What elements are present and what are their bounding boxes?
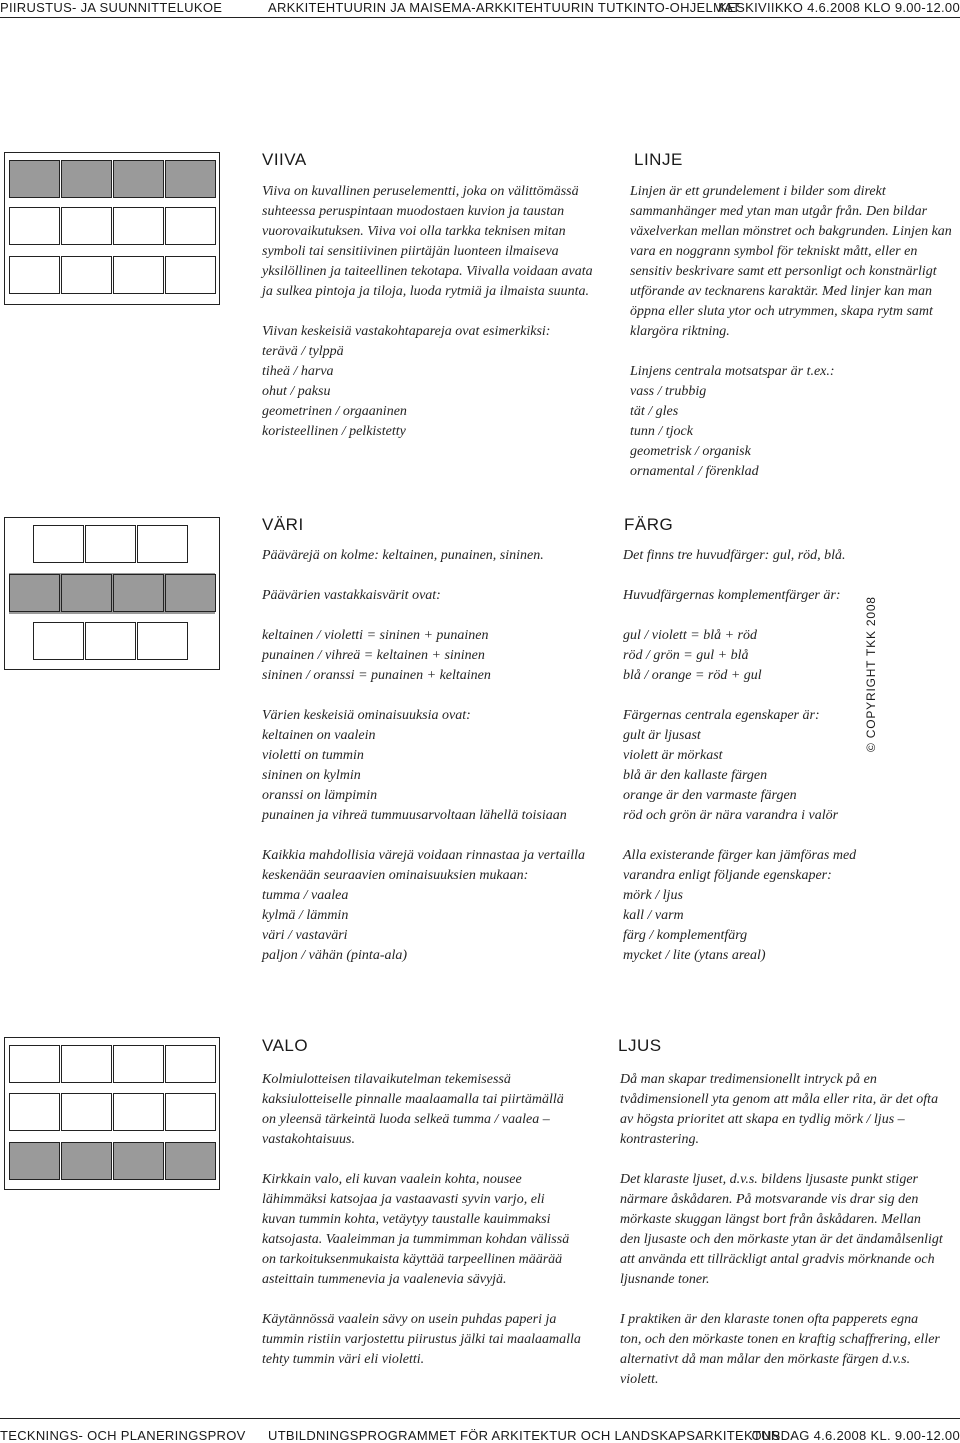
- farg-line: röd och grön är nära varandra i valör: [623, 808, 839, 823]
- linje-paragraph: Linjen är ett grundelement i bilder som direkt sammanhänger med ytan man utgår från. Den bildar växelverkan mellan mönstret och bakgrunden. Linjen kan vara en noggrann symbol för tekniskt mått, eller en sensitiv beskrivare samt ett personligt och konstnärligt utförande av tecknarens karaktär. Med linjer kan man öppna eller sluta ytor och utrymmen, skapa rytm samt klargöra riktning.: [630, 184, 952, 339]
- linje-line: geometrisk / organisk: [630, 444, 751, 459]
- farg-line: färg / komplementfärg: [623, 928, 748, 943]
- farg-line: mycket / lite (ytans areal): [623, 948, 766, 963]
- farg-line: orange är den varmaste färgen: [623, 788, 797, 803]
- farg-line: Alla existerande färger kan jämföras med: [623, 848, 857, 863]
- ljus-line: I praktiken är den klaraste tonen ofta papperets egna: [620, 1312, 919, 1327]
- vari-line: sininen on kylmin: [262, 768, 361, 783]
- color-figure: [4, 517, 220, 670]
- valo-line: Kirkkain valo, eli kuvan vaalein kohta, nousee: [262, 1172, 522, 1187]
- valo-line: vastakohtaisuus.: [262, 1132, 355, 1147]
- valo-line: on yleensä tärkeintä luoda selkeä tumma / vaalea –: [262, 1112, 550, 1127]
- line-figure: [4, 152, 220, 305]
- vari-line: keltainen / violetti = sininen + punainen: [262, 628, 489, 643]
- valo-line: tummin ristiin varjostettu piirustus jälki tai maalaamalla: [262, 1332, 581, 1347]
- light-figure: [4, 1037, 220, 1190]
- page-footer: [0, 1428, 960, 1442]
- linje-text: [630, 182, 960, 482]
- ljus-text: [620, 1070, 950, 1390]
- copyright-notice: © COPYRIGHT TKK 2008: [864, 596, 878, 752]
- linje-line: Linjens centrala motsatspar är t.ex.:: [630, 364, 835, 379]
- ljus-line: att använda ett tillräckligt antal gradvis mörknande och: [620, 1252, 935, 1267]
- ljus-line: alternativt då man målar den mörkaste färgen d.v.s.: [620, 1352, 911, 1367]
- vari-text: [262, 546, 602, 966]
- farg-intro: Det finns tre huvudfärger: gul, röd, blå.: [623, 548, 846, 563]
- farg-line: gult är ljusast: [623, 728, 701, 743]
- farg-line: varandra enligt följande egenskaper:: [623, 868, 832, 883]
- farg-line: mörk / ljus: [623, 888, 683, 903]
- ljus-line: den ljusaste och den mörkaste ytan är det ändamålsenligt: [620, 1232, 943, 1247]
- ljus-line: Det klaraste ljuset, d.v.s. bildens ljusaste punkt stiger: [620, 1172, 918, 1187]
- linje-line: tunn / tjock: [630, 424, 693, 439]
- page-header: [0, 0, 960, 17]
- vari-line: violetti on tummin: [262, 748, 364, 763]
- ljus-line: violett.: [620, 1372, 659, 1387]
- farg-complementary-heading: Huvudfärgernas komplementfärger är:: [623, 588, 841, 603]
- valo-line: Kolmiulotteisen tilavaikutelman tekemisessä: [262, 1072, 511, 1087]
- vari-line: tumma / vaalea: [262, 888, 349, 903]
- footer-rule: [0, 1418, 960, 1419]
- valo-line: tehty tummin väri eli violetti.: [262, 1352, 425, 1367]
- vari-line: keskenään seuraavien ominaisuuksien mukaan:: [262, 868, 529, 883]
- footer-right: ONSDAG 4.6.2008 KL. 9.00-12.00: [751, 1428, 960, 1443]
- farg-line: Färgernas centrala egenskaper är:: [623, 708, 820, 723]
- ljus-line: ljusnande toner.: [620, 1272, 710, 1287]
- viiva-line: koristeellinen / pelkistetty: [262, 424, 406, 439]
- vari-line: keltainen on vaalein: [262, 728, 376, 743]
- linje-line: tät / gles: [630, 404, 679, 419]
- farg-line: gul / violett = blå + röd: [623, 628, 757, 643]
- ljus-line: tvådimensionell yta genom att måla eller rita, är det ofta: [620, 1092, 939, 1107]
- vari-line: Värien keskeisiä ominaisuuksia ovat:: [262, 708, 471, 723]
- header-center: ARKKITEHTUURIN JA MAISEMA-ARKKITEHTUURIN TUTKINTO-OHJELMAT: [268, 0, 741, 15]
- viiva-title: VIIVA: [262, 150, 307, 169]
- valo-title: VALO: [262, 1036, 309, 1055]
- linje-line: ornamental / förenklad: [630, 464, 759, 479]
- vari-intro: Päävärejä on kolme: keltainen, punainen, sininen.: [262, 548, 544, 563]
- vari-title: VÄRI: [262, 515, 304, 534]
- valo-line: kuvan tummin kohta, vetäytyy taustalle kauimmaksi: [262, 1212, 551, 1227]
- ljus-line: Då man skapar tredimensionellt intryck på en: [620, 1072, 877, 1087]
- header-rule: [0, 17, 960, 18]
- linje-line: vass / trubbig: [630, 384, 707, 399]
- valo-line: asteittain tummenevia ja vaalenevia sävyjä.: [262, 1272, 507, 1287]
- viiva-paragraph: Viiva on kuvallinen peruselementti, joka on välittömässä suhteessa peruspintaan muodostaen kuvion ja taustan vuorovaikutuksen. Viiva voi olla tarkka teknisen mitan symboli tai sensitiivinen piirtäjän luonteen ilmaiseva yksilöllinen ja taiteellinen tekotapa. Viivalla voidaan avata ja sulkea pintoja ja tiloja, luoda rytmiä ja ilmaista suunta.: [262, 184, 593, 299]
- farg-text: [623, 546, 858, 966]
- viiva-line: geometrinen / orgaaninen: [262, 404, 407, 419]
- vari-line: punainen / vihreä = keltainen + sininen: [262, 648, 485, 663]
- valo-line: on tarkoituksenmukaista käyttää tarpeellinen määrää: [262, 1252, 563, 1267]
- viiva-line: Viivan keskeisiä vastakohtapareja ovat esimerkiksi:: [262, 324, 551, 339]
- farg-line: kall / varm: [623, 908, 684, 923]
- ljus-line: kontrastering.: [620, 1132, 699, 1147]
- vari-line: kylmä / lämmin: [262, 908, 349, 923]
- header-right: KESKIVIIKKO 4.6.2008 KLO 9.00-12.00: [718, 0, 960, 15]
- vari-line: Kaikkia mahdollisia värejä voidaan rinnastaa ja vertailla: [262, 848, 586, 863]
- viiva-text: [262, 182, 602, 442]
- ljus-line: ton, och den mörkaste tonen en kraftig schaffrering, eller: [620, 1332, 940, 1347]
- farg-line: blå är den kallaste färgen: [623, 768, 768, 783]
- ljus-line: mörkaste skuggan längst bort från åskådaren. Mellan: [620, 1212, 921, 1227]
- ljus-line: av högsta prioritet att skapa en tydlig mörk / ljus –: [620, 1112, 905, 1127]
- farg-line: röd / grön = gul + blå: [623, 648, 749, 663]
- vari-line: punainen ja vihreä tummuusarvoltaan lähellä toisiaan: [262, 808, 567, 823]
- farg-line: violett är mörkast: [623, 748, 723, 763]
- vari-line: väri / vastaväri: [262, 928, 348, 943]
- valo-line: katsojasta. Vaaleimman ja tummimman kohdan välissä: [262, 1232, 570, 1247]
- viiva-line: terävä / tylppä: [262, 344, 344, 359]
- vari-line: sininen / oranssi = punainen + keltainen: [262, 668, 491, 683]
- valo-line: lähimmäksi katsojaa ja vastaavasti syvin varjo, eli: [262, 1192, 545, 1207]
- viiva-line: ohut / paksu: [262, 384, 331, 399]
- ljus-line: närmare åskådaren. På motsvarande vis drar sig den: [620, 1192, 919, 1207]
- header-left: PIIRUSTUS- JA SUUNNITTELUKOE: [0, 0, 223, 15]
- footer-left: TECKNINGS- OCH PLANERINGSPROV: [0, 1428, 246, 1443]
- farg-title: FÄRG: [624, 515, 674, 534]
- vari-line: paljon / vähän (pinta-ala): [262, 948, 408, 963]
- valo-text: [262, 1070, 602, 1370]
- linje-title: LINJE: [634, 150, 683, 169]
- vari-line: oranssi on lämpimin: [262, 788, 378, 803]
- viiva-line: tiheä / harva: [262, 364, 334, 379]
- vari-complementary-heading: Päävärien vastakkaisvärit ovat:: [262, 588, 441, 603]
- ljus-title: LJUS: [618, 1036, 662, 1055]
- valo-line: Käytännössä vaalein sävy on usein puhdas paperi ja: [262, 1312, 557, 1327]
- farg-line: blå / orange = röd + gul: [623, 668, 762, 683]
- footer-center: UTBILDNINGSPROGRAMMET FÖR ARKITEKTUR OCH LANDSKAPSARKITEKTUR: [268, 1428, 781, 1443]
- valo-line: kaksiulotteiselle pinnalle maalaamalla tai piirtämällä: [262, 1092, 564, 1107]
